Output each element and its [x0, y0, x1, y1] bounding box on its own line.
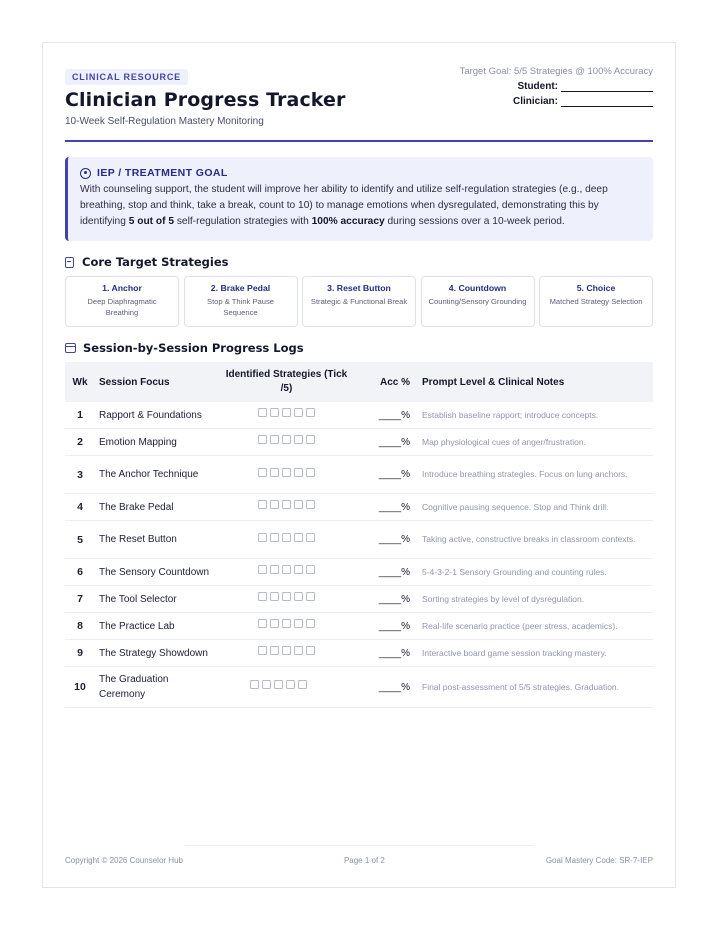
strategy-desc: Counting/Sensory Grounding	[428, 297, 527, 306]
goal-text-part: With counseling support, the student will improve her ability to identify and utilize self-regulation strategies (e.g., deep breathing, stop and think, take a break, count to 10) to manage emotions when dysregulated, demonstrating this by identifying	[80, 184, 608, 227]
strategy-cards	[65, 276, 653, 327]
header-meta	[460, 66, 653, 107]
strategy-checkbox[interactable]	[270, 592, 279, 601]
strategy-checkbox[interactable]	[274, 680, 283, 689]
row-focus: The Anchor Technique	[99, 469, 199, 480]
strategy-checkbox[interactable]	[282, 408, 291, 417]
checkbox-group	[258, 500, 315, 509]
strategy-checkbox[interactable]	[306, 592, 315, 601]
strategy-checkbox[interactable]	[258, 500, 267, 509]
strategy-checkbox[interactable]	[294, 619, 303, 628]
table-row	[65, 402, 653, 429]
row-focus: The Strategy Showdown	[99, 647, 208, 659]
row-notes: Taking active, constructive breaks in classroom contexts.	[422, 534, 636, 544]
strategy-checkbox[interactable]	[282, 619, 291, 628]
row-checkboxes	[207, 680, 350, 694]
strategy-checkbox[interactable]	[270, 408, 279, 417]
strategy-checkbox[interactable]	[282, 592, 291, 601]
strategy-checkbox[interactable]	[306, 435, 315, 444]
page-subtitle: 10-Week Self-Regulation Mastery Monitoring	[65, 116, 264, 127]
row-accuracy-field[interactable]: ____%	[378, 534, 410, 545]
strategy-checkbox[interactable]	[258, 408, 267, 417]
strategy-checkbox[interactable]	[258, 646, 267, 655]
strategy-title: 3. Reset Button	[327, 283, 391, 293]
row-week: 4	[77, 501, 83, 513]
table-row	[65, 429, 653, 456]
checkbox-group	[258, 646, 315, 655]
col-notes: Prompt Level & Clinical Notes	[422, 376, 565, 388]
iep-goal-box	[65, 157, 653, 241]
header-divider	[65, 140, 653, 142]
row-accuracy-field[interactable]: ____%	[378, 647, 410, 659]
row-checkboxes	[223, 646, 350, 660]
row-notes: Final post-assessment of 5/5 strategies. Graduation.	[422, 681, 620, 692]
strategy-checkbox[interactable]	[270, 533, 279, 542]
strategy-card	[65, 276, 179, 327]
table-row	[65, 586, 653, 613]
strategy-checkbox[interactable]	[282, 646, 291, 655]
row-focus: The Brake Pedal	[99, 501, 174, 513]
resource-badge: CLINICAL RESOURCE	[65, 69, 188, 85]
strategy-checkbox[interactable]	[270, 468, 279, 477]
student-label: Student:	[517, 81, 558, 92]
strategy-checkbox[interactable]	[294, 500, 303, 509]
table-row	[65, 494, 653, 521]
strategy-title: 4. Countdown	[448, 283, 507, 293]
goal-heading	[80, 167, 641, 179]
strategy-title: 5. Choice	[576, 283, 616, 293]
footer-page: Page 1 of 2	[343, 856, 385, 865]
col-wk: Wk	[72, 376, 88, 388]
row-accuracy-field[interactable]: ____%	[378, 436, 410, 448]
row-focus: Emotion Mapping	[99, 436, 177, 448]
checkbox-group	[258, 468, 315, 477]
table-row	[65, 667, 653, 708]
strategy-title: 1. Anchor	[102, 283, 142, 293]
row-checkboxes	[223, 533, 350, 547]
strategy-card	[184, 276, 298, 327]
strategy-checkbox[interactable]	[270, 565, 279, 574]
row-week: 5	[77, 533, 83, 546]
strategy-checkbox[interactable]	[286, 680, 295, 689]
goal-text-part: during sessions over a 10-week period.	[384, 216, 565, 227]
strategy-checkbox[interactable]	[282, 435, 291, 444]
strategy-desc: Matched Strategy Selection	[549, 297, 643, 306]
strategy-checkbox[interactable]	[294, 435, 303, 444]
strategy-checkbox[interactable]	[270, 619, 279, 628]
row-week: 10	[74, 681, 86, 693]
row-week: 7	[77, 593, 83, 605]
strategy-checkbox[interactable]	[298, 680, 307, 689]
row-week: 9	[77, 647, 83, 659]
strategy-card	[302, 276, 416, 327]
strategy-checkbox[interactable]	[258, 435, 267, 444]
strategy-checkbox[interactable]	[306, 533, 315, 542]
table-row	[65, 640, 653, 667]
checkbox-group	[258, 408, 315, 417]
row-checkboxes	[223, 619, 350, 633]
strategy-checkbox[interactable]	[258, 565, 267, 574]
logs-heading-label: Session-by-Session Progress Logs	[83, 341, 304, 355]
table-row	[65, 559, 653, 586]
row-notes: Interactive board game session tracking mastery.	[422, 647, 607, 658]
row-accuracy-field[interactable]: ____%	[378, 469, 410, 480]
strategy-checkbox[interactable]	[258, 592, 267, 601]
clinician-field[interactable]	[561, 96, 653, 107]
page-title: Clinician Progress Tracker	[65, 89, 346, 111]
strategy-checkbox[interactable]	[270, 500, 279, 509]
checkbox-group	[258, 565, 315, 574]
strategies-heading	[65, 255, 228, 269]
clinician-line	[460, 96, 653, 107]
row-accuracy-field[interactable]: ____%	[378, 409, 410, 421]
goal-heading-label: IEP / TREATMENT GOAL	[97, 167, 228, 179]
student-field[interactable]	[561, 81, 653, 92]
table-body	[65, 402, 653, 708]
strategy-card	[421, 276, 535, 327]
document-page	[42, 42, 676, 888]
goal-text	[80, 182, 641, 230]
strategy-checkbox[interactable]	[306, 500, 315, 509]
student-line	[460, 81, 653, 92]
strategy-checkbox[interactable]	[294, 646, 303, 655]
row-focus: Rapport & Foundations	[99, 409, 202, 421]
row-notes: Real-life scenario practice (peer stress, academics).	[422, 620, 618, 631]
calendar-icon	[65, 343, 76, 353]
goal-text-part: self-regulation strategies with	[174, 216, 312, 227]
footer-copyright: Copyright © 2026 Counselor Hub	[65, 856, 183, 865]
strategy-checkbox[interactable]	[270, 435, 279, 444]
strategy-checkbox[interactable]	[294, 565, 303, 574]
row-checkboxes	[223, 565, 350, 579]
table-header	[65, 362, 653, 402]
row-focus: The Graduation Ceremony	[99, 674, 169, 700]
row-accuracy-field[interactable]: ____%	[378, 566, 410, 578]
row-notes: 5-4-3-2-1 Sensory Grounding and counting rules.	[422, 566, 607, 577]
target-icon	[80, 168, 91, 179]
strategy-checkbox[interactable]	[294, 592, 303, 601]
row-focus: The Practice Lab	[99, 620, 175, 632]
strategy-checkbox[interactable]	[294, 468, 303, 477]
strategy-checkbox[interactable]	[306, 619, 315, 628]
row-focus: The Tool Selector	[99, 593, 177, 605]
footer-code: Goal Mastery Code: SR-7-IEP	[545, 856, 653, 865]
footer	[65, 856, 653, 865]
goal-text-bold: 100% accuracy	[311, 216, 385, 227]
strategy-desc: Stop & Think Pause Sequence	[207, 297, 274, 317]
logs-heading	[65, 341, 304, 355]
table-row	[65, 613, 653, 640]
strategy-checkbox[interactable]	[258, 533, 267, 542]
row-notes: Map physiological cues of anger/frustration.	[422, 436, 586, 447]
row-checkboxes	[223, 592, 350, 606]
strategy-checkbox[interactable]	[262, 680, 271, 689]
strategy-card	[539, 276, 653, 327]
row-week: 2	[77, 436, 83, 448]
row-week: 6	[77, 566, 83, 578]
table-row	[65, 456, 653, 494]
strategy-checkbox[interactable]	[282, 500, 291, 509]
checkbox-group	[258, 619, 315, 628]
target-goal: Target Goal: 5/5 Strategies @ 100% Accuracy	[459, 66, 653, 77]
strategy-checkbox[interactable]	[258, 468, 267, 477]
row-checkboxes	[223, 500, 350, 514]
row-accuracy-field[interactable]: ____%	[378, 501, 410, 513]
checkbox-group	[258, 435, 315, 444]
goal-text-bold: 5 out of 5	[128, 216, 174, 227]
strategy-checkbox[interactable]	[306, 646, 315, 655]
strategy-checkbox[interactable]	[270, 646, 279, 655]
strategy-checkbox[interactable]	[250, 680, 259, 689]
row-week: 3	[77, 468, 83, 481]
strategy-checkbox[interactable]	[294, 408, 303, 417]
footer-divider	[185, 845, 533, 846]
strategy-title: 2. Brake Pedal	[210, 283, 271, 293]
table-row	[65, 521, 653, 559]
row-accuracy-field[interactable]: ____%	[378, 681, 410, 693]
strategies-heading-label: Core Target Strategies	[82, 255, 229, 269]
strategy-desc: Deep Diaphragmatic Breathing	[87, 297, 157, 317]
checkbox-group	[250, 680, 307, 689]
row-accuracy-field[interactable]: ____%	[378, 620, 410, 632]
strategy-checkbox[interactable]	[282, 533, 291, 542]
strategy-checkbox[interactable]	[282, 468, 291, 477]
row-accuracy-field[interactable]: ____%	[378, 593, 410, 605]
row-notes: Sorting strategies by level of dysregulation.	[422, 593, 585, 604]
checkbox-group	[258, 533, 315, 542]
col-acc: Acc %	[379, 376, 410, 388]
col-ids: Identified Strategies (Tick /5)	[225, 369, 348, 394]
row-notes: Introduce breathing strategies. Focus on lung anchors.	[422, 469, 628, 479]
progress-log-table	[65, 362, 653, 708]
row-notes: Establish baseline rapport; introduce concepts.	[422, 409, 599, 420]
row-notes: Cognitive pausing sequence. Stop and Think drill.	[422, 501, 609, 512]
strategy-checkbox[interactable]	[306, 468, 315, 477]
strategy-checkbox[interactable]	[282, 565, 291, 574]
row-focus: The Sensory Countdown	[99, 566, 210, 578]
col-focus: Session Focus	[99, 376, 170, 388]
strategy-checkbox[interactable]	[258, 619, 267, 628]
clipboard-icon	[65, 257, 74, 268]
strategy-desc: Strategic & Functional Break	[310, 297, 408, 306]
row-checkboxes	[223, 468, 350, 482]
row-week: 8	[77, 620, 83, 632]
strategy-checkbox[interactable]	[294, 533, 303, 542]
row-checkboxes	[223, 435, 350, 449]
clinician-label: Clinician:	[512, 96, 558, 107]
row-checkboxes	[223, 408, 350, 422]
checkbox-group	[258, 592, 315, 601]
strategy-checkbox[interactable]	[306, 565, 315, 574]
strategy-checkbox[interactable]	[306, 408, 315, 417]
row-week: 1	[77, 409, 83, 421]
row-focus: The Reset Button	[99, 534, 177, 545]
